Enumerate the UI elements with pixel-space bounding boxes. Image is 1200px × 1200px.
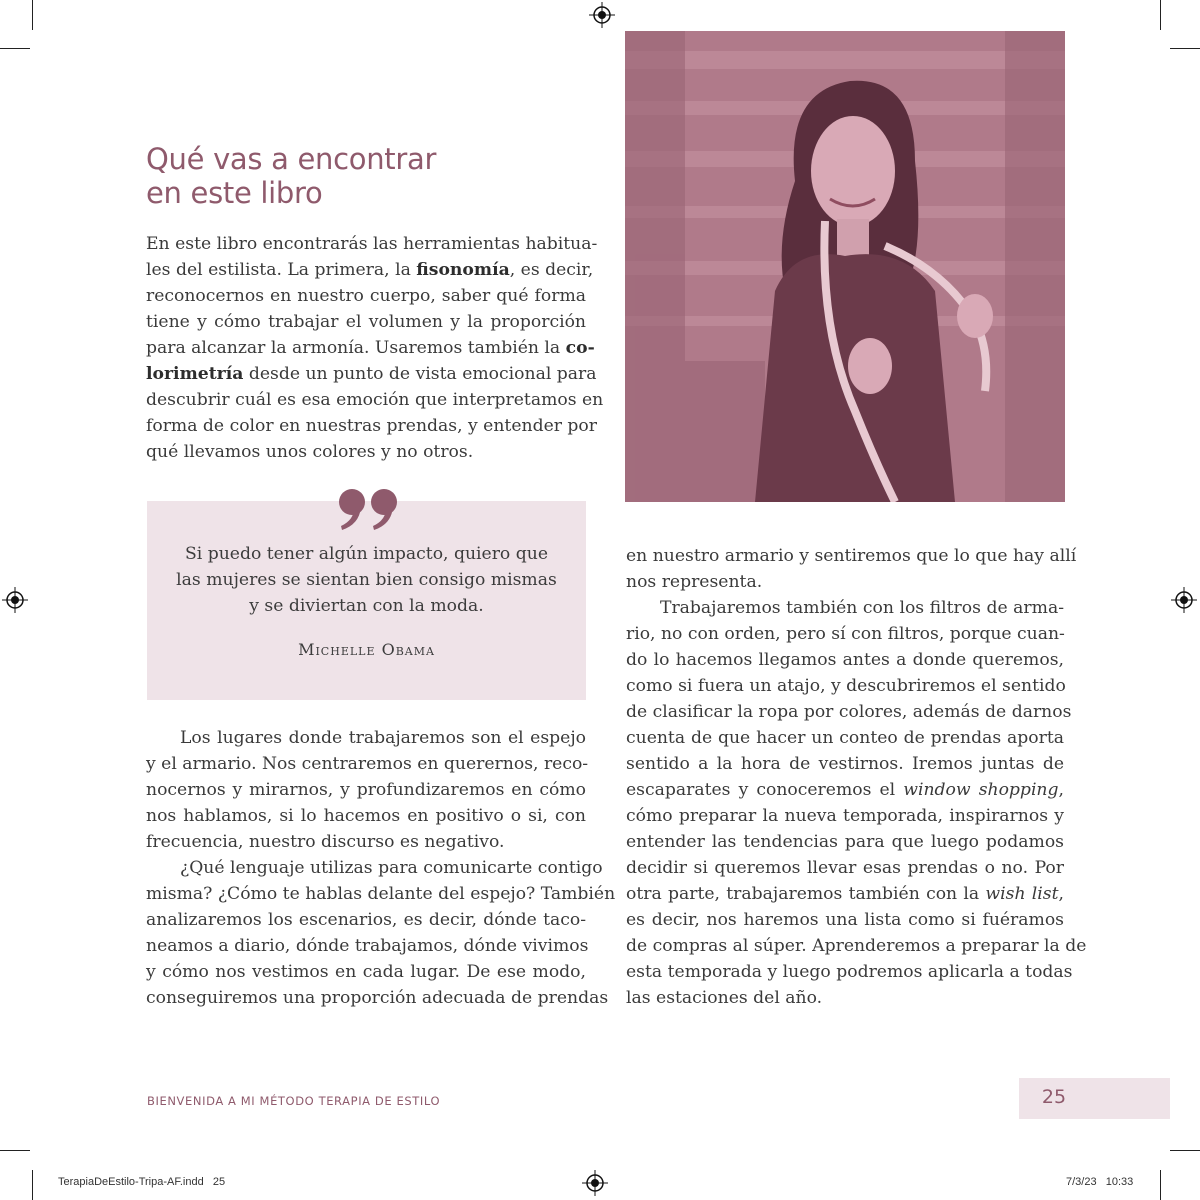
crop-mark <box>1160 1170 1161 1200</box>
right-paragraph-1 <box>626 595 1087 1011</box>
text-line: reconocernos en nuestro cuerpo, saber qué forma <box>146 286 586 306</box>
slug-file: TerapiaDeEstilo-Tripa-AF.indd 25 <box>58 1176 226 1188</box>
right-paragraph-continued <box>626 543 1077 595</box>
quote-line-3: y se diviertan con la moda. <box>249 596 484 616</box>
quote-author: Michelle Obama <box>298 640 435 659</box>
title-line-2: en este libro <box>146 176 323 210</box>
quote-text <box>147 541 586 619</box>
text-line: y el armario. Nos centraremos en querernos, reco- <box>146 754 589 774</box>
term-wish-list: wish list <box>985 884 1059 904</box>
text-line: qué llevamos unos colores y no otros. <box>146 442 474 462</box>
text-line: rio, no con orden, pero sí con filtros, porque cuan- <box>626 624 1065 644</box>
text-line: neamos a diario, dónde trabajamos, dónde vivimos <box>146 936 589 956</box>
keyword-colorimetria-2: lorimetría <box>146 364 244 384</box>
left-paragraph-2 <box>146 855 616 1011</box>
keyword-fisonomia: fisonomía <box>416 260 510 280</box>
text-line: de compras al súper. Aprenderemos a preparar la de <box>626 936 1087 956</box>
left-paragraph-1 <box>146 725 589 855</box>
title-line-1: Qué vas a encontrar <box>146 142 437 176</box>
crop-mark <box>1170 48 1200 49</box>
keyword-colorimetria-1: co- <box>565 338 595 358</box>
text-line: de clasificar la ropa por colores, además de darnos <box>626 702 1072 722</box>
text-line: como si fuera un atajo, y descubriremos el sentido <box>626 676 1066 696</box>
intro-paragraph <box>146 231 604 465</box>
text-line: les del estilista. La primera, la fisonomía, es decir, <box>146 260 594 280</box>
quote-line-2: las mujeres se sientan bien consigo mismas <box>176 570 557 590</box>
page-title <box>146 142 586 210</box>
text-line: do lo hacemos llegamos antes a donde queremos, <box>626 650 1064 670</box>
text-line: y cómo nos vestimos en cada lugar. De ese modo, <box>146 962 586 982</box>
text-line: ¿Qué lenguaje utilizas para comunicarte contigo <box>180 858 603 878</box>
crop-mark <box>32 0 33 30</box>
crop-mark <box>32 1170 33 1200</box>
text-line: nocernos y mirarnos, y profundizaremos en cómo <box>146 780 586 800</box>
registration-mark-icon <box>2 587 28 613</box>
text-line: las estaciones del año. <box>626 988 823 1008</box>
quote-line-1: Si puedo tener algún impacto, quiero que <box>184 544 548 564</box>
crop-mark <box>1160 0 1161 30</box>
registration-mark-icon <box>582 1170 608 1196</box>
term-window-shopping: window shopping <box>903 780 1059 800</box>
running-head: BIENVENIDA A MI MÉTODO TERAPIA DE ESTILO <box>147 1094 441 1108</box>
crop-mark <box>0 48 30 49</box>
text-line: entender las tendencias para que luego podamos <box>626 832 1064 852</box>
text-line: lorimetría desde un punto de vista emocional para <box>146 364 597 384</box>
text-line: escaparates y conoceremos el window shopping, <box>626 780 1064 800</box>
text-line: forma de color en nuestras prendas, y entender por <box>146 416 597 436</box>
text-line: analizaremos los escenarios, es decir, dónde taco- <box>146 910 586 930</box>
slug-date: 7/3/23 10:33 <box>1066 1176 1134 1188</box>
page-number: 25 <box>1041 1086 1067 1108</box>
text-line: tiene y cómo trabajar el volumen y la proporción <box>146 312 586 332</box>
text-line: en nuestro armario y sentiremos que lo que hay allí <box>626 546 1077 566</box>
text-line: misma? ¿Cómo te hablas delante del espejo? También <box>146 884 616 904</box>
registration-mark-icon <box>1171 587 1197 613</box>
text-line: cómo preparar la nueva temporada, inspirarnos y <box>626 806 1064 826</box>
author-photo <box>625 31 1065 502</box>
text-line: para alcanzar la armonía. Usaremos también la co- <box>146 338 595 358</box>
crop-mark <box>0 1150 30 1151</box>
quote-mark-icon <box>334 478 404 538</box>
text-line: sentido a la hora de vestirnos. Iremos juntas de <box>626 754 1064 774</box>
text-line: frecuencia, nuestro discurso es negativo. <box>146 832 505 852</box>
text-line: esta temporada y luego podremos aplicarla a todas <box>626 962 1073 982</box>
registration-mark-icon <box>589 2 615 28</box>
text-line: conseguiremos una proporción adecuada de prendas <box>146 988 609 1008</box>
text-line: cuenta de que hacer un conteo de prendas aporta <box>626 728 1064 748</box>
text-line: Los lugares donde trabajaremos son el espejo <box>180 728 586 748</box>
text-line: En este libro encontrarás las herramientas habitua- <box>146 234 598 254</box>
text-line: Trabajaremos también con los filtros de arma- <box>660 598 1064 618</box>
text-line: nos representa. <box>626 572 763 592</box>
crop-mark <box>1170 1150 1200 1151</box>
text-line: otra parte, trabajaremos también con la wish list, <box>626 884 1064 904</box>
text-line: es decir, nos haremos una lista como si fuéramos <box>626 910 1064 930</box>
text-line: nos hablamos, si lo hacemos en positivo o si, con <box>146 806 586 826</box>
text-line: descubrir cuál es esa emoción que interpretamos en <box>146 390 604 410</box>
text-line: decidir si queremos llevar esas prendas o no. Por <box>626 858 1064 878</box>
